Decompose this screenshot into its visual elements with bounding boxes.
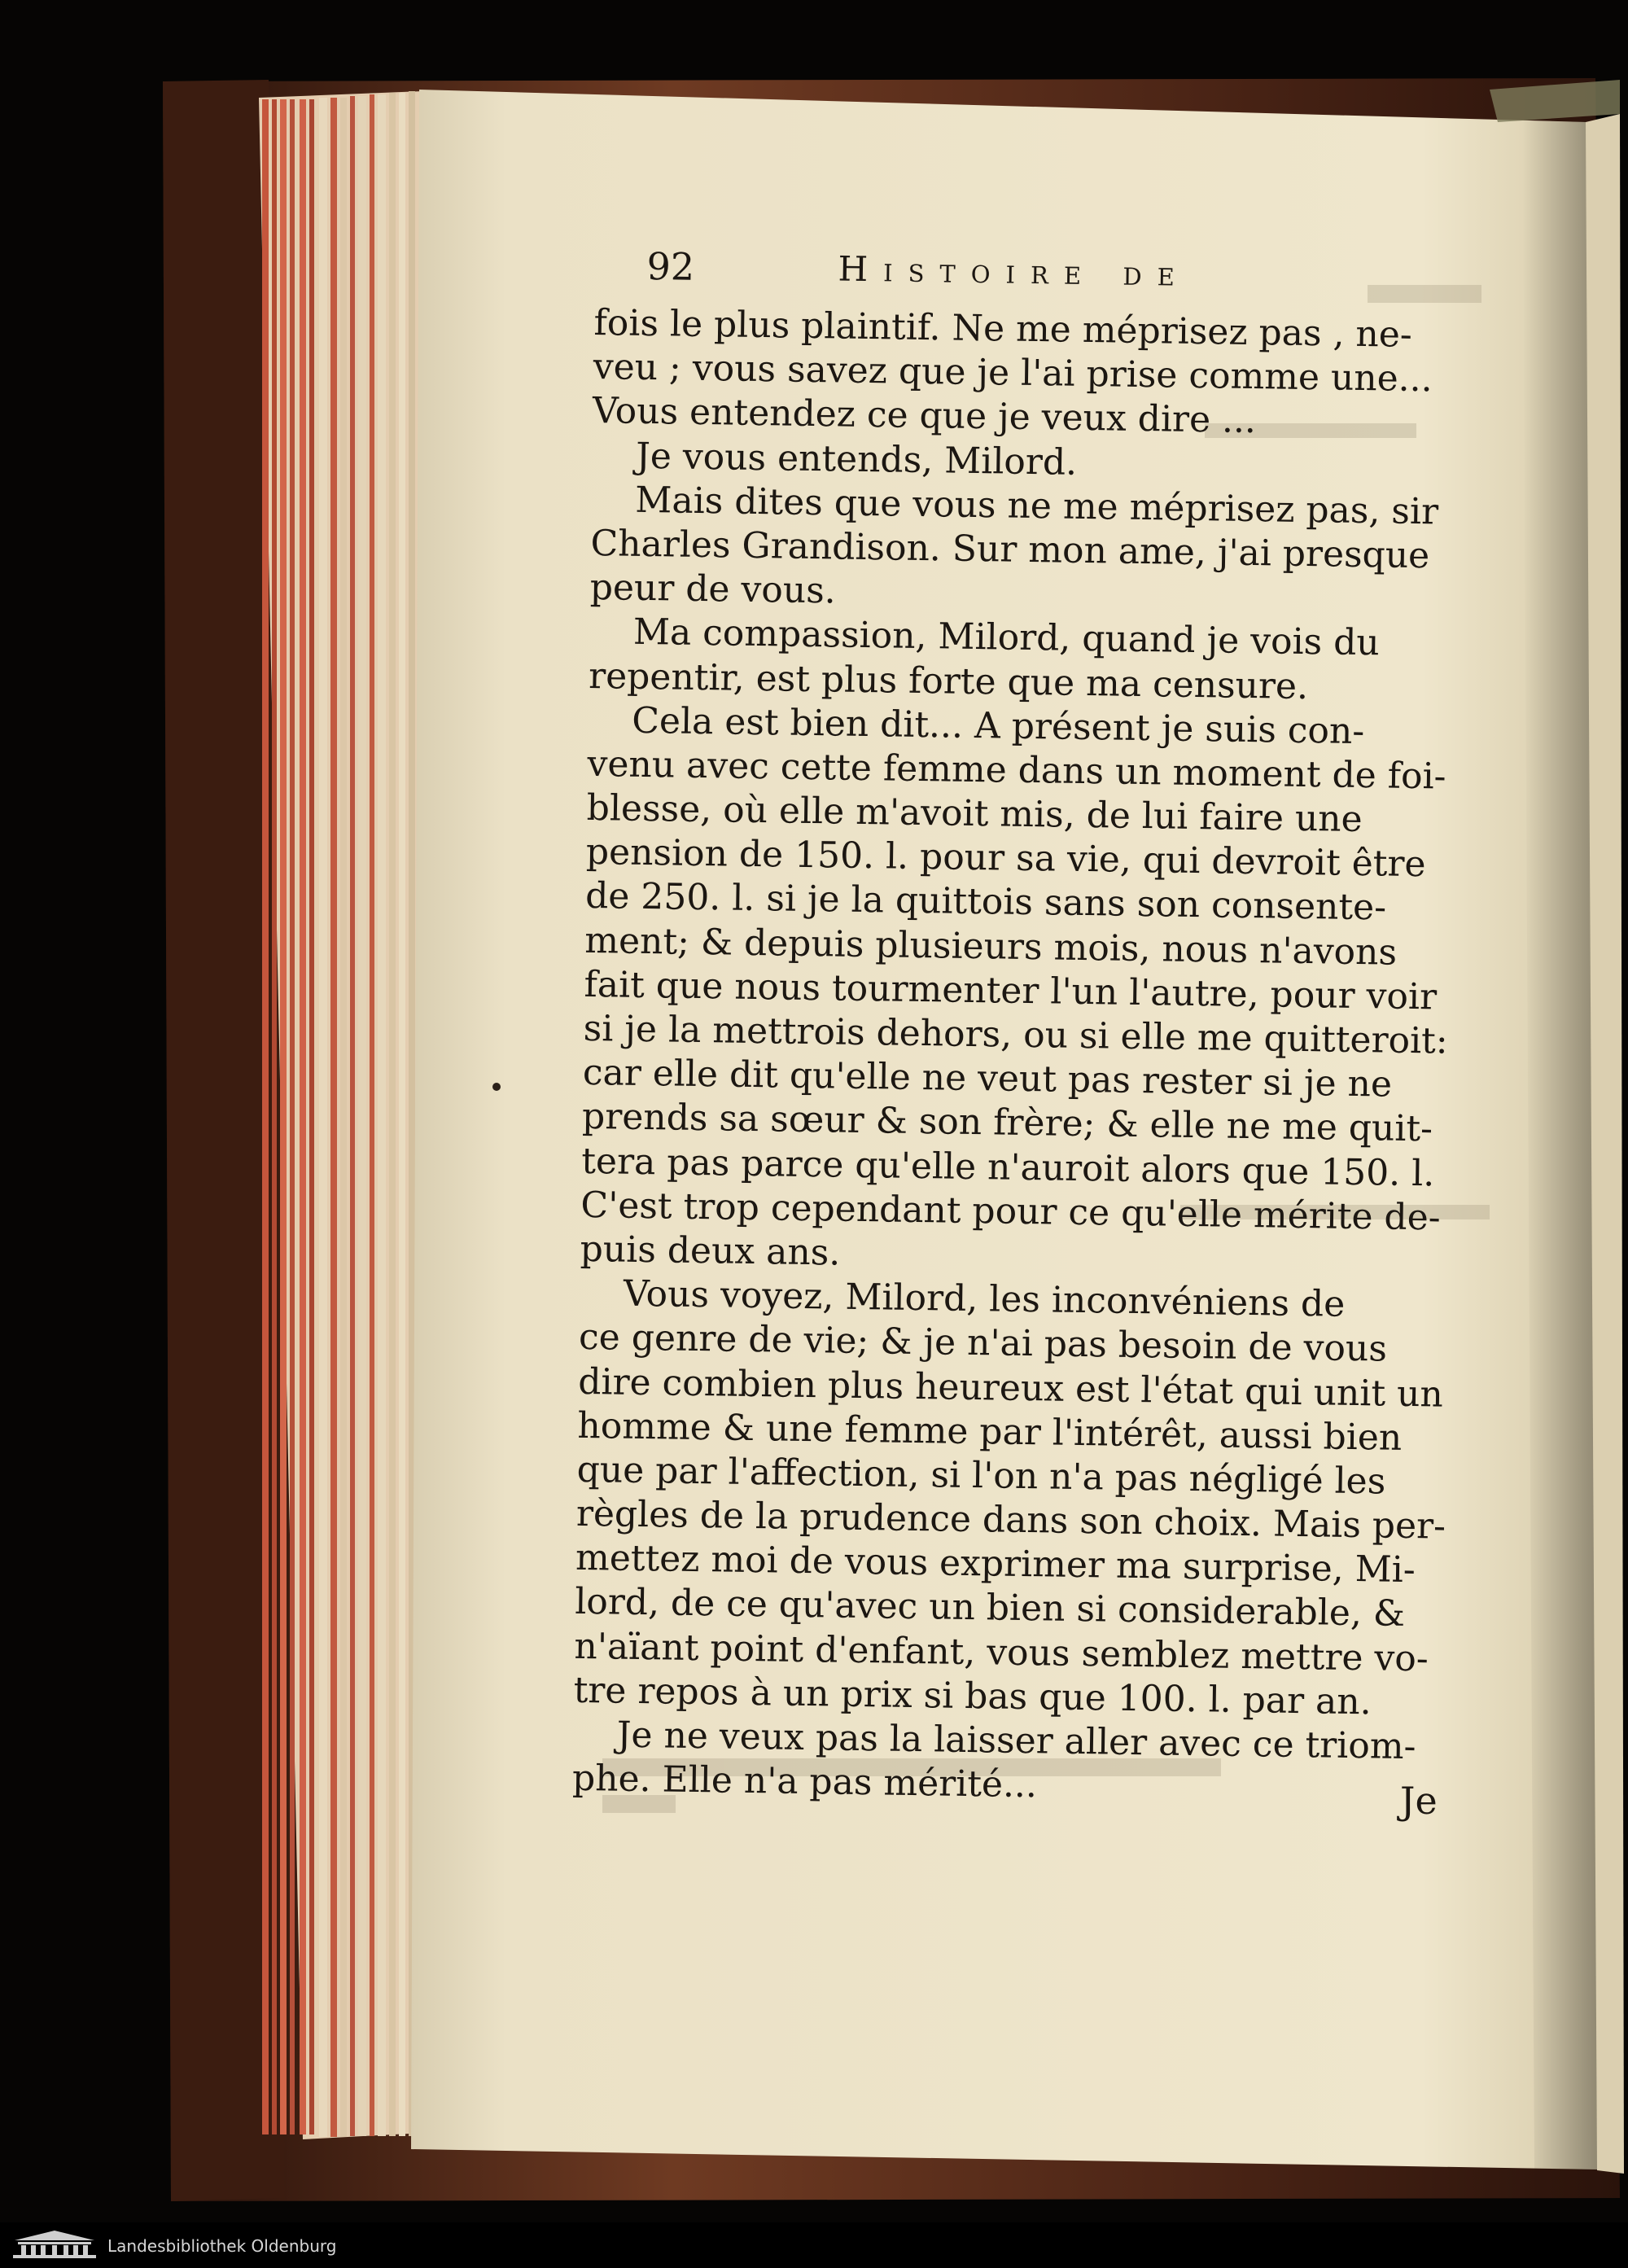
text-line: de 250. l. si je la quittois sans son consente- xyxy=(584,875,1387,929)
text-line: tre repos à un prix si bas que 100. l. par an. xyxy=(573,1669,1372,1723)
text-line: phe. Elle n'a pas mérité... xyxy=(571,1757,1038,1806)
footer-bar xyxy=(0,2222,1628,2268)
text-line: puis deux ans. xyxy=(580,1228,841,1274)
text-line: peur de vous. xyxy=(589,567,837,612)
text-line: tera pas parce qu'elle n'auroit alors que 150. l. xyxy=(580,1140,1435,1194)
text-line: homme & une femme par l'intérêt, aussi bien xyxy=(577,1404,1403,1459)
text-line: Je vous entends, Milord. xyxy=(635,435,1078,484)
body-text xyxy=(572,301,1477,1814)
page-edges xyxy=(259,91,423,2139)
running-title: Histoire de xyxy=(838,248,1191,294)
library-building-icon xyxy=(11,2229,98,2261)
text-line: n'aïant point d'enfant, vous semblez mettre vo- xyxy=(574,1625,1429,1680)
text-line: car elle dit qu'elle ne veut pas rester si je ne xyxy=(582,1052,1393,1106)
text-line: blesse, où elle m'avoit mis, de lui faire une xyxy=(586,786,1363,841)
text-line: repentir, est plus forte que ma censure. xyxy=(588,655,1309,707)
text-line: règles de la prudence dans son choix. Mais per- xyxy=(575,1492,1446,1548)
text-line: veu ; vous savez que je l'ai prise comme une... xyxy=(593,346,1433,401)
text-line: Vous entendez ce que je veux dire ... xyxy=(592,390,1257,442)
margin-dot xyxy=(492,1083,501,1091)
catchword: Je xyxy=(1400,1779,1438,1823)
text-line: prends sa sœur & son frère; & elle ne me quit- xyxy=(581,1096,1433,1150)
text-line: venu avec cette femme dans un moment de foi- xyxy=(587,742,1446,798)
text-line: Vous voyez, Milord, les inconvéniens de xyxy=(623,1272,1346,1325)
text-line: que par l'affection, si l'on n'a pas négligé les xyxy=(576,1448,1386,1503)
text-line: Cela est bien dit... A présent je suis con- xyxy=(631,699,1365,752)
page-number: 92 xyxy=(646,244,695,289)
text-line: Je ne veux pas la laisser aller avec ce triom- xyxy=(616,1714,1416,1768)
text-line: pension de 150. l. pour sa vie, qui devroit être xyxy=(585,831,1426,886)
text-line: Mais dites que vous ne me méprisez pas, sir xyxy=(635,479,1439,533)
text-line: lord, de ce qu'avec un bien si considerable, & xyxy=(574,1581,1406,1635)
text-line: Charles Grandison. Sur mon ame, j'ai presque xyxy=(590,522,1430,577)
footer-label: Landesbibliothek Oldenburg xyxy=(107,2236,337,2256)
text-line: fois le plus plaintif. Ne me méprisez pas , ne- xyxy=(593,301,1413,356)
text-line: si je la mettrois dehors, ou si elle me quitteroit: xyxy=(583,1007,1449,1062)
text-line: Ma compassion, Milord, quand je vois du xyxy=(632,611,1381,664)
text-line: mettez moi de vous exprimer ma surprise, Mi- xyxy=(575,1537,1416,1592)
text-line: dire combien plus heureux est l'état qui unit un xyxy=(577,1360,1444,1416)
text-line: fait que nous tourmenter l'un l'autre, pour voir xyxy=(584,963,1438,1018)
text-line: ment; & depuis plusieurs mois, nous n'avons xyxy=(584,919,1398,974)
text-line: C'est trop cependant pour ce qu'elle mérite de- xyxy=(580,1184,1441,1239)
text-line: ce genre de vie; & je n'ai pas besoin de vous xyxy=(578,1316,1388,1370)
